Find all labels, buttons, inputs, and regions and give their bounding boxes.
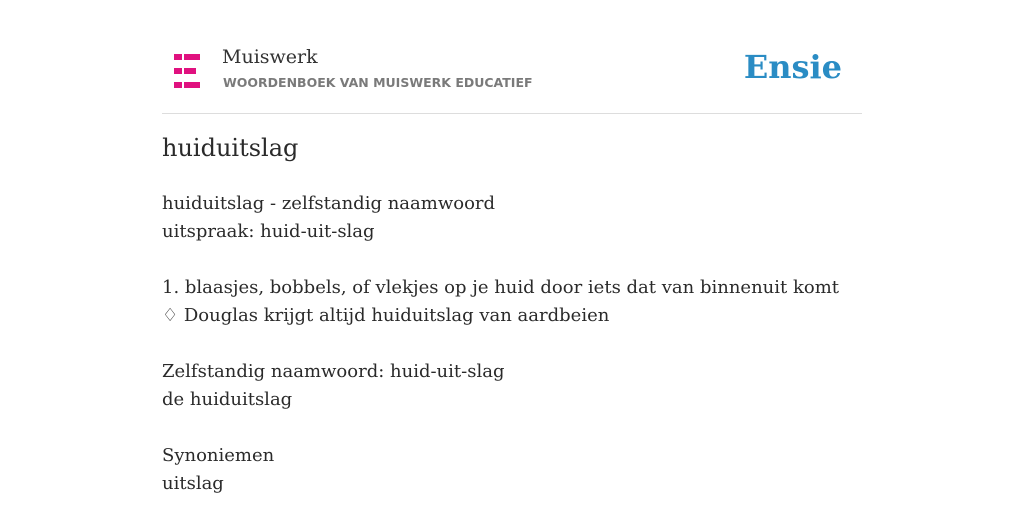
entry-line: huiduitslag - zelfstandig naamwoord [162, 193, 496, 214]
entry-line: ♢ Douglas krijgt altijd huiduitslag van aardbeien [162, 305, 610, 326]
brand-name[interactable]: Muiswerk [222, 46, 318, 68]
entry-line [162, 330, 862, 358]
entry-line: uitspraak: huid-uit-slag [162, 221, 375, 242]
muiswerk-logo-icon[interactable] [174, 54, 200, 88]
entry-line: 1. blaasjes, bobbels, of vlekjes op je huid door iets dat van binnenuit komt [162, 277, 840, 298]
entry-line: Synoniemen [162, 445, 275, 466]
ensie-logo-link[interactable]: Ensie [743, 48, 842, 86]
header [162, 40, 862, 114]
entry-line: de huiduitslag [162, 389, 293, 410]
entry-line: Zelfstandig naamwoord: huid-uit-slag [162, 361, 505, 382]
entry-line [162, 414, 862, 442]
entry-line: uitslag [162, 473, 224, 494]
entry-content [162, 190, 862, 498]
brand-subtitle: WOORDENBOEK VAN MUISWERK EDUCATIEF [223, 75, 533, 90]
entry-title: huiduitslag [162, 134, 299, 162]
entry-line [162, 246, 862, 274]
